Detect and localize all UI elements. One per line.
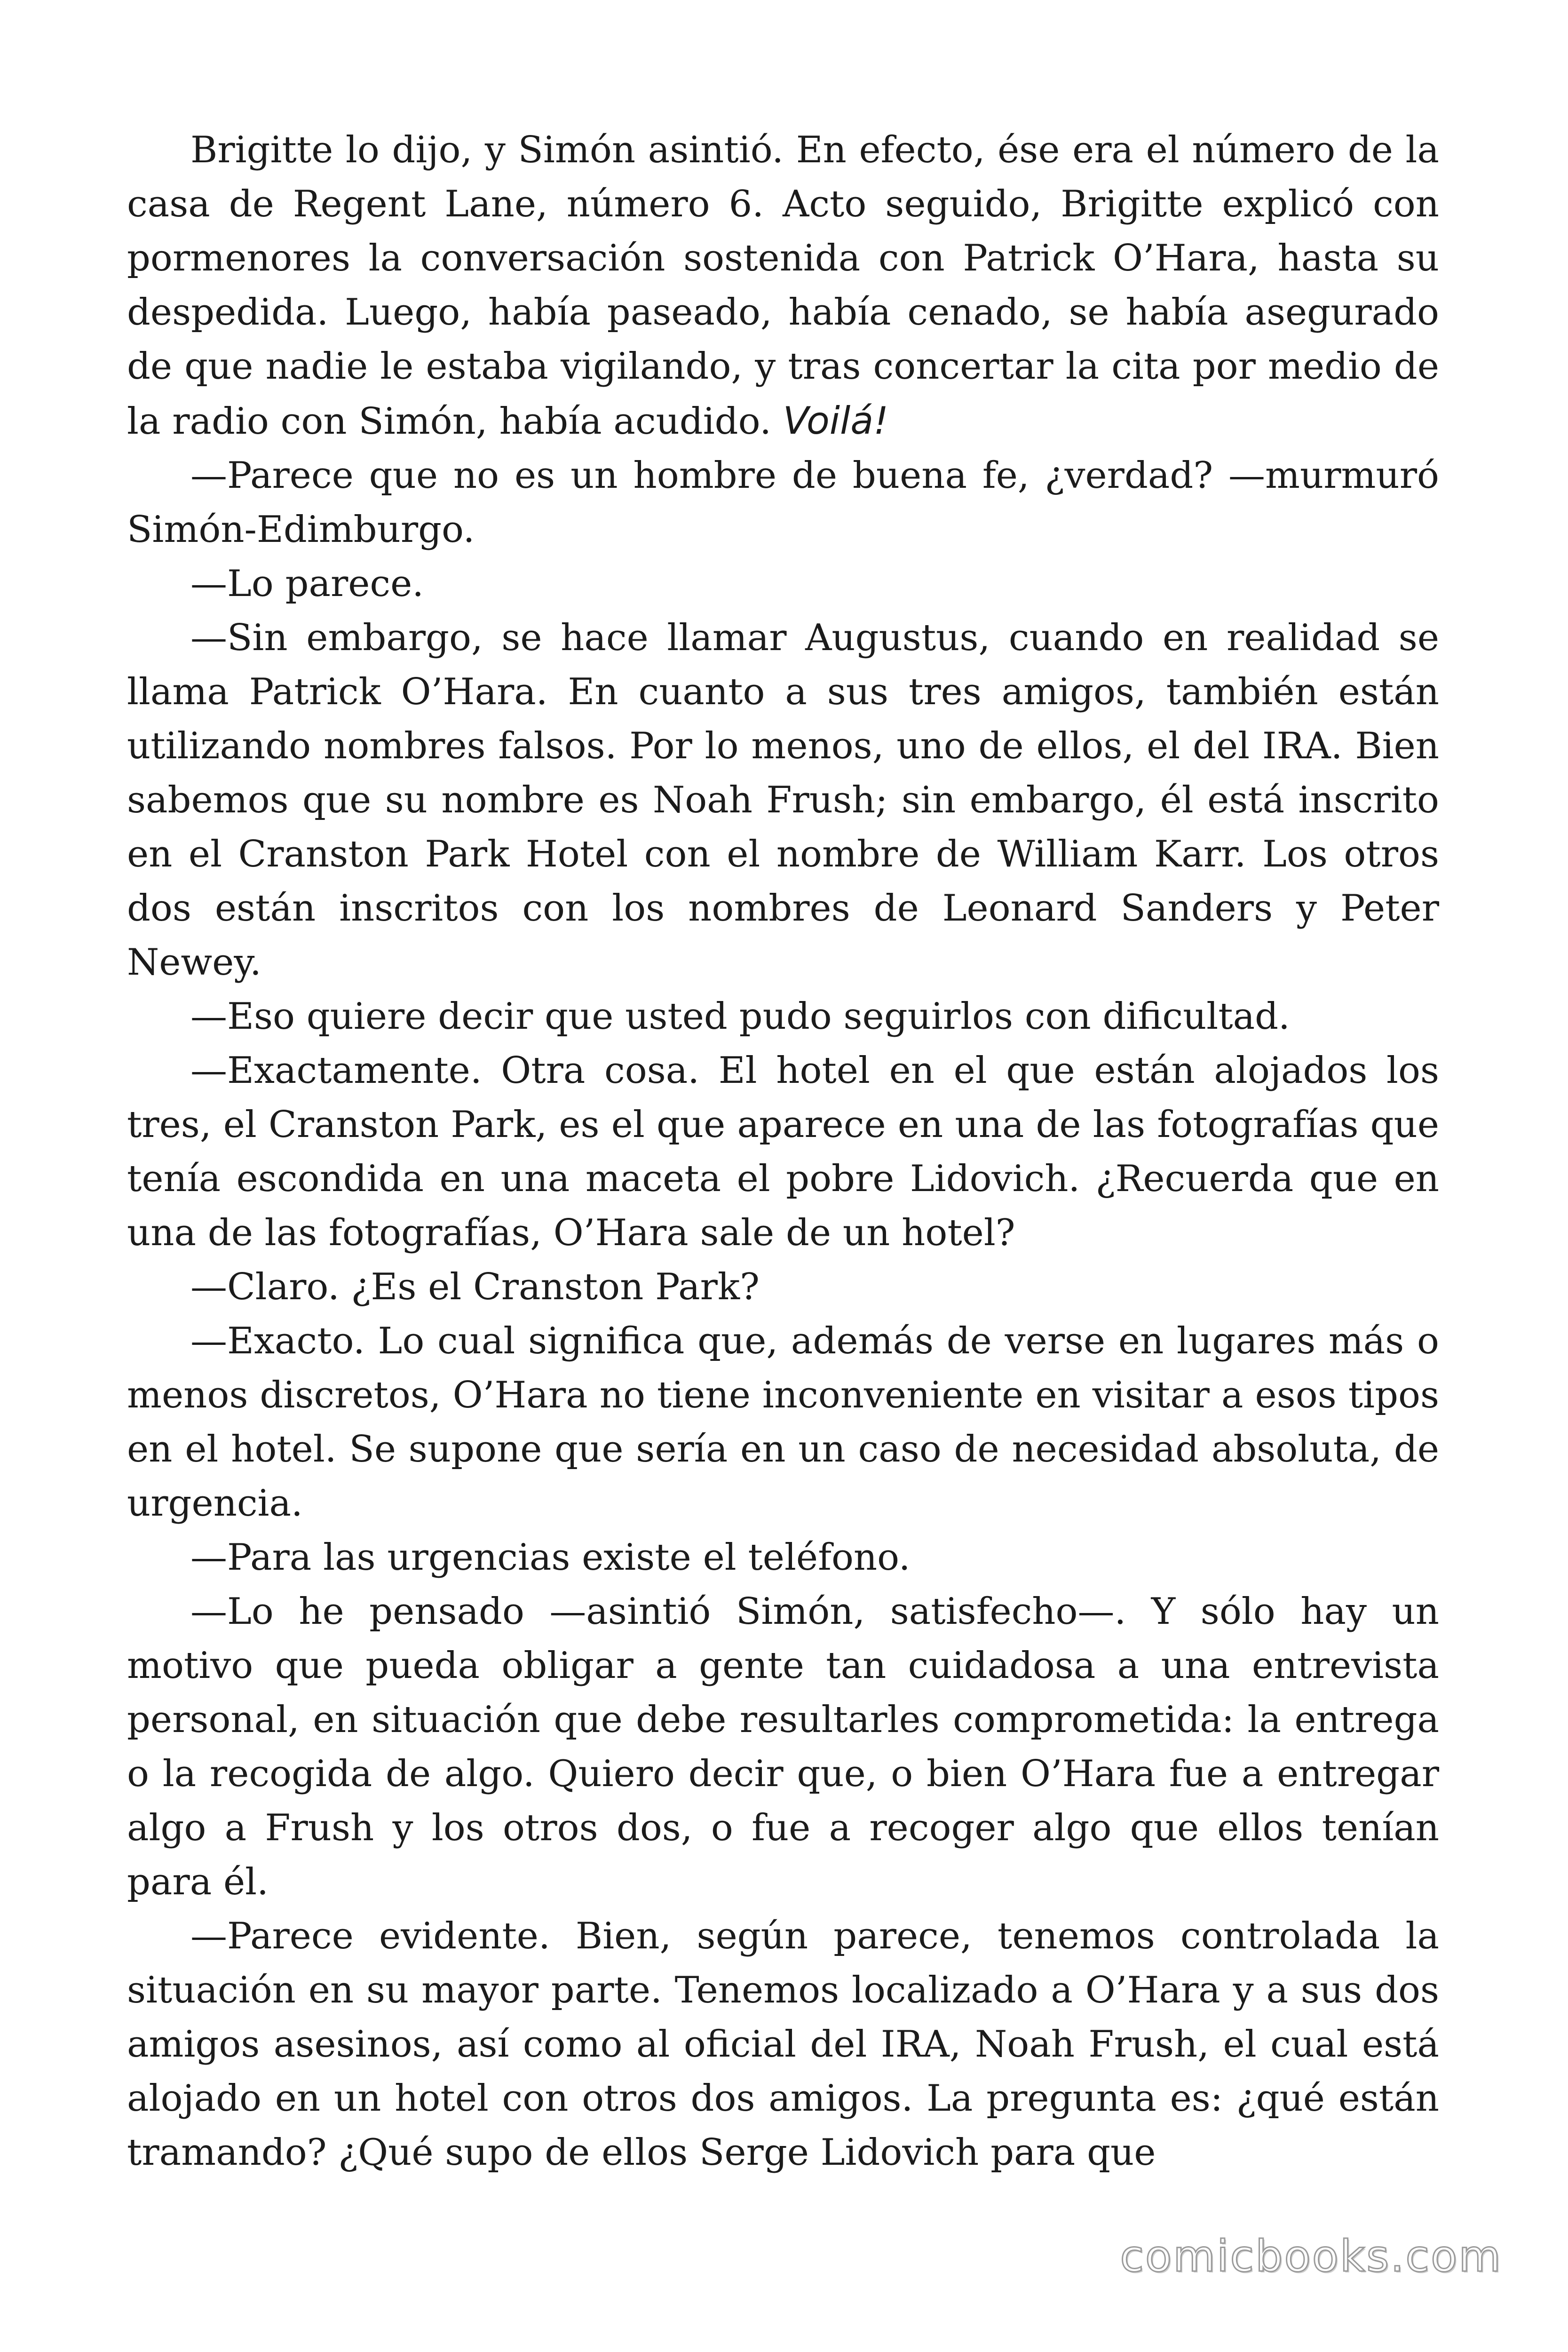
watermark: comicbooks.com bbox=[1120, 2231, 1502, 2281]
paragraph-8: —Exacto. Lo cual significa que, además de verse en lugares más o menos discretos, O’Hara no tiene inconveniente en visitar a esos tipos en el hotel. Se supone que sería en un caso de necesidad absoluta, de urgencia. bbox=[127, 1320, 1439, 1525]
paragraph-1 bbox=[127, 123, 1439, 449]
paragraph-4: —Sin embargo, se hace llamar Augustus, cuando en realidad se llama Patrick O’Hara. En cuanto a sus tres amigos, también están utilizando nombres falsos. Por lo menos, uno de ellos, el del IRA. Bien sabemos que su nombre es Noah Frush; sin embargo, él está inscrito en el Cranston Park Hotel con el nombre de William Karr. Los otros dos están inscritos con los nombres de Leonard Sanders y Peter Newey. bbox=[127, 617, 1439, 984]
paragraph-10: —Lo he pensado —asintió Simón, satisfecho—. Y sólo hay un motivo que pueda obligar a gente tan cuidadosa a una entrevista personal, en situación que debe resultarles comprometida: la entrega o la recogida de algo. Quiero decir que, o bien O’Hara fue a entregar algo a Frush y los otros dos, o fue a recoger algo que ellos tenían para él. bbox=[127, 1590, 1439, 1903]
paragraph-7: —Claro. ¿Es el Cranston Park? bbox=[190, 1266, 760, 1308]
paragraph-1-emphasis: Voilá! bbox=[783, 399, 889, 443]
paragraph-9: —Para las urgencias existe el teléfono. bbox=[190, 1536, 911, 1579]
page-body bbox=[127, 123, 1439, 2180]
paragraph-3: —Lo parece. bbox=[190, 563, 424, 605]
paragraph-2: —Parece que no es un hombre de buena fe, ¿verdad? —murmuró Simón-Edimburgo. bbox=[127, 454, 1439, 551]
paragraph-5: —Eso quiere decir que usted pudo seguirlos con dificultad. bbox=[190, 995, 1290, 1038]
paragraph-1-text: Brigitte lo dijo, y Simón asintió. En efecto, ése era el número de la casa de Regent Lane, número 6. Acto seguido, Brigitte explicó con pormenores la conversación sostenida con Patrick O’Hara, hasta su despedida. Luego, había paseado, había cenado, se había asegurado de que nadie le estaba vigilando, y tras concertar la cita por medio de la radio con Simón, había acudido. bbox=[127, 129, 1439, 443]
paragraph-11: —Parece evidente. Bien, según parece, tenemos controlada la situación en su mayor parte. Tenemos localizado a O’Hara y a sus dos amigos asesinos, así como al oficial del IRA, Noah Frush, el cual está alojado en un hotel con otros dos amigos. La pregunta es: ¿qué están tramando? ¿Qué supo de ellos Serge Lidovich para que bbox=[127, 1915, 1439, 2174]
paragraph-6: —Exactamente. Otra cosa. El hotel en el que están alojados los tres, el Cranston Park, es el que aparece en una de las fotografías que tenía escondida en una maceta el pobre Lidovich. ¿Recuerda que en una de las fotografías, O’Hara sale de un hotel? bbox=[127, 1049, 1439, 1254]
